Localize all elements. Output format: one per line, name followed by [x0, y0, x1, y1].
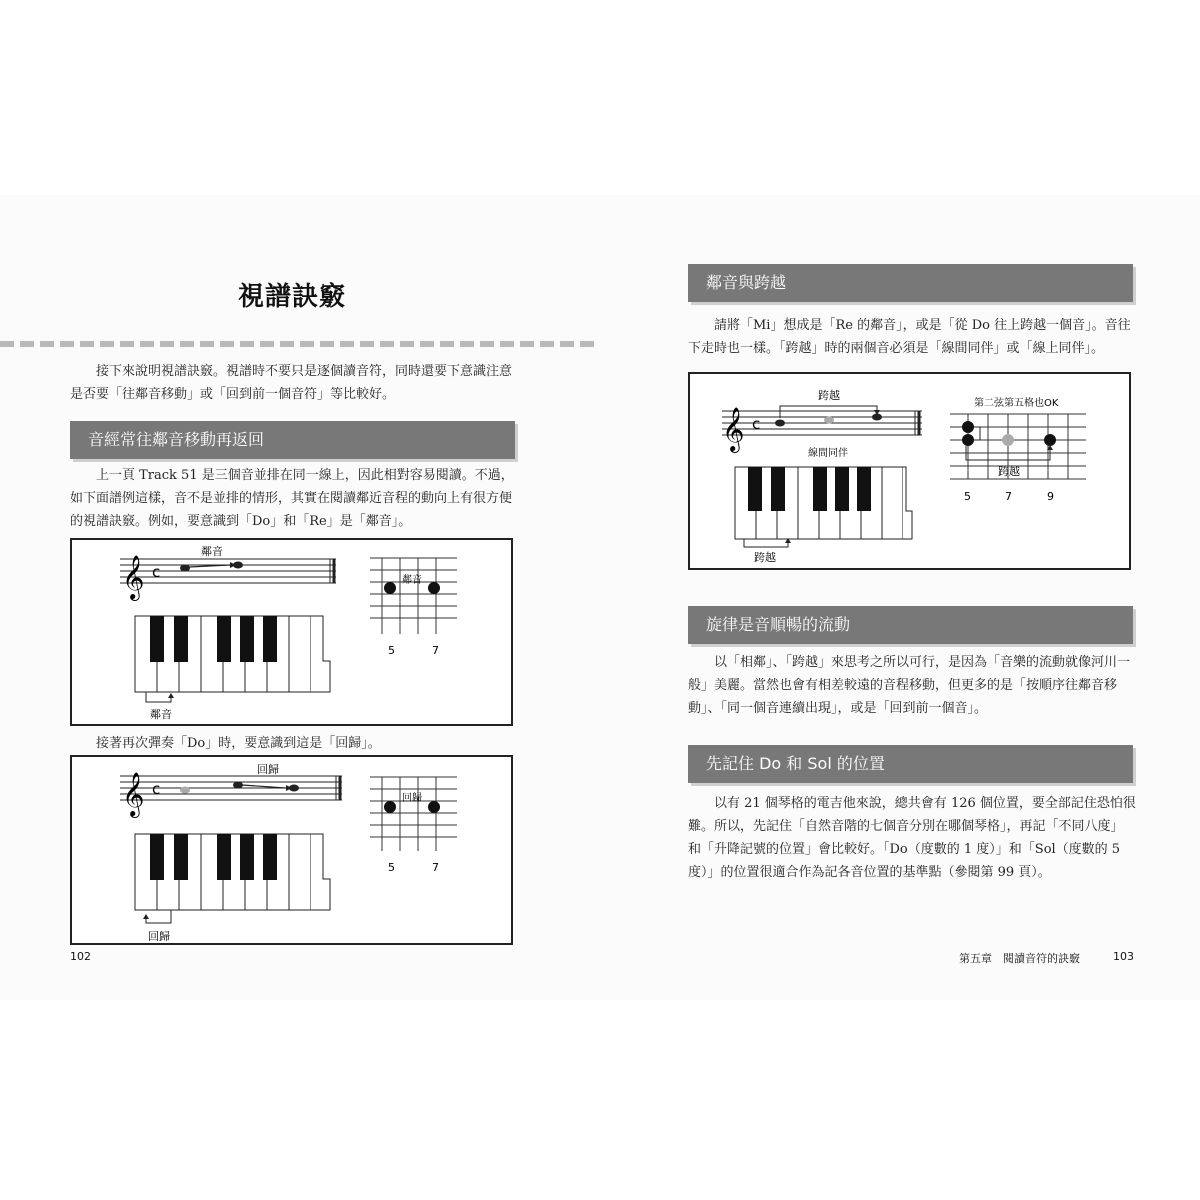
intro-paragraph: 接下來說明視譜訣竅。視譜時不要只是逐個讀音符，同時還要下意識注意是否要「往鄰音移動」或「回到前一個音符」等比較好。: [70, 364, 513, 402]
section1-paragraph: 上一頁 Track 51 是三個音並排在同一線上，因此相對容易閱讀。不過，如下面譜例這樣，音不是並排的情形，其實在閱讀鄰近音程的動向上有很方便的視譜訣竅。例如，要意識到「Do」和「Re」是「鄰音」。: [70, 468, 514, 529]
section-heading-neighbor-return: 音經常往鄰音移動再返回: [70, 421, 515, 459]
page-number-left: 102: [70, 950, 91, 963]
common-time-icon: c: [152, 780, 161, 798]
keys-label: 回歸: [148, 930, 170, 943]
fret-number: 5: [388, 861, 395, 874]
fret-number: 5: [964, 490, 971, 503]
section4-paragraph: 以有 21 個琴格的電吉他來說，總共會有 126 個位置，要全部記住恐怕很難。所以，先記住「自然音階的七個音分別在哪個琴格」，再記「不同八度」和「升降記號的位置」會比較好。「Do（度數的 1 度）」和「Sol（度數的 5 度）」的位置很適合作為記各音位置的基準點（參閱第 99 頁）。: [688, 796, 1136, 880]
fret-dot-re: [428, 582, 440, 594]
fret-number: 9: [1047, 490, 1054, 503]
treble-clef-icon: 𝄞: [122, 555, 145, 599]
fret-number: 7: [432, 644, 439, 657]
keys-label: 鄰音: [150, 708, 172, 721]
section-heading-melody-flow: 旋律是音順暢的流動: [688, 606, 1133, 644]
note-do-ghost: [180, 787, 190, 794]
staff-label: 鄰音: [201, 545, 223, 558]
fretboard-diagram: [370, 558, 457, 634]
note-do: [775, 420, 785, 427]
page-title: 視譜訣竅: [238, 282, 347, 312]
fret-dot-re-ghost: [1002, 434, 1014, 446]
fret-dot-alt: [962, 434, 974, 446]
page-number-right: 103: [1113, 950, 1134, 963]
fret-dot-re: [428, 801, 440, 813]
figure-skip-tone: [688, 372, 1131, 570]
section-heading-neighbor-skip: 鄰音與跨越: [688, 264, 1133, 302]
between-figures-text: 接著再次彈奏「Do」時，要意識到這是「回歸」。: [96, 736, 381, 751]
staff-label: 回歸: [257, 763, 279, 776]
note-do: [233, 782, 243, 789]
staff-label: 跨越: [818, 389, 840, 402]
fret-dot-mi: [1044, 434, 1056, 446]
section2-paragraph: 請將「Mi」想成是「Re 的鄰音」，或是「從 Do 往上跨越一個音」。音往下走時也一樣。「跨越」時的兩個音必須是「線間同伴」或「線上同伴」。: [688, 318, 1131, 356]
staff-sub-label: 線間同伴: [808, 448, 848, 459]
treble-clef-icon: 𝄞: [122, 772, 145, 816]
fret-label: 鄰音: [402, 575, 422, 586]
fretboard-diagram: [370, 777, 457, 851]
piano-keyboard: [135, 616, 330, 692]
treble-clef-icon: 𝄞: [722, 407, 745, 451]
fret-caption: 第二弦第五格也OK: [974, 398, 1059, 409]
fret-dot-do: [384, 801, 396, 813]
dashed-divider: [0, 341, 600, 347]
fret-dot-do: [962, 421, 974, 433]
figure-return-tone: [70, 755, 513, 945]
fret-label: 回歸: [402, 793, 422, 804]
fret-label: 跨越: [998, 465, 1020, 478]
section-heading-do-sol: 先記住 Do 和 Sol 的位置: [688, 745, 1133, 783]
section3-paragraph: 以「相鄰」、「跨越」來思考之所以可行，是因為「音樂的流動就像河川一般」美麗。當然也會有相差較遠的音程移動，但更多的是「按順序往鄰音移動」、「同一個音連續出現」，或是「回到前一個音」。: [688, 655, 1131, 716]
fret-number: 7: [432, 861, 439, 874]
note-re-ghost: [824, 417, 834, 424]
common-time-icon: c: [152, 563, 161, 581]
piano-keyboard: [135, 834, 330, 910]
fret-dot-do: [384, 582, 396, 594]
running-head: 第五章 閱讀音符的訣竅: [959, 952, 1080, 965]
fret-number: 7: [1005, 490, 1012, 503]
fret-number: 5: [388, 644, 395, 657]
common-time-icon: c: [752, 415, 761, 433]
keys-label: 跨越: [754, 551, 776, 564]
figure-neighbor-tone: [70, 538, 513, 726]
note-do: [180, 565, 190, 572]
